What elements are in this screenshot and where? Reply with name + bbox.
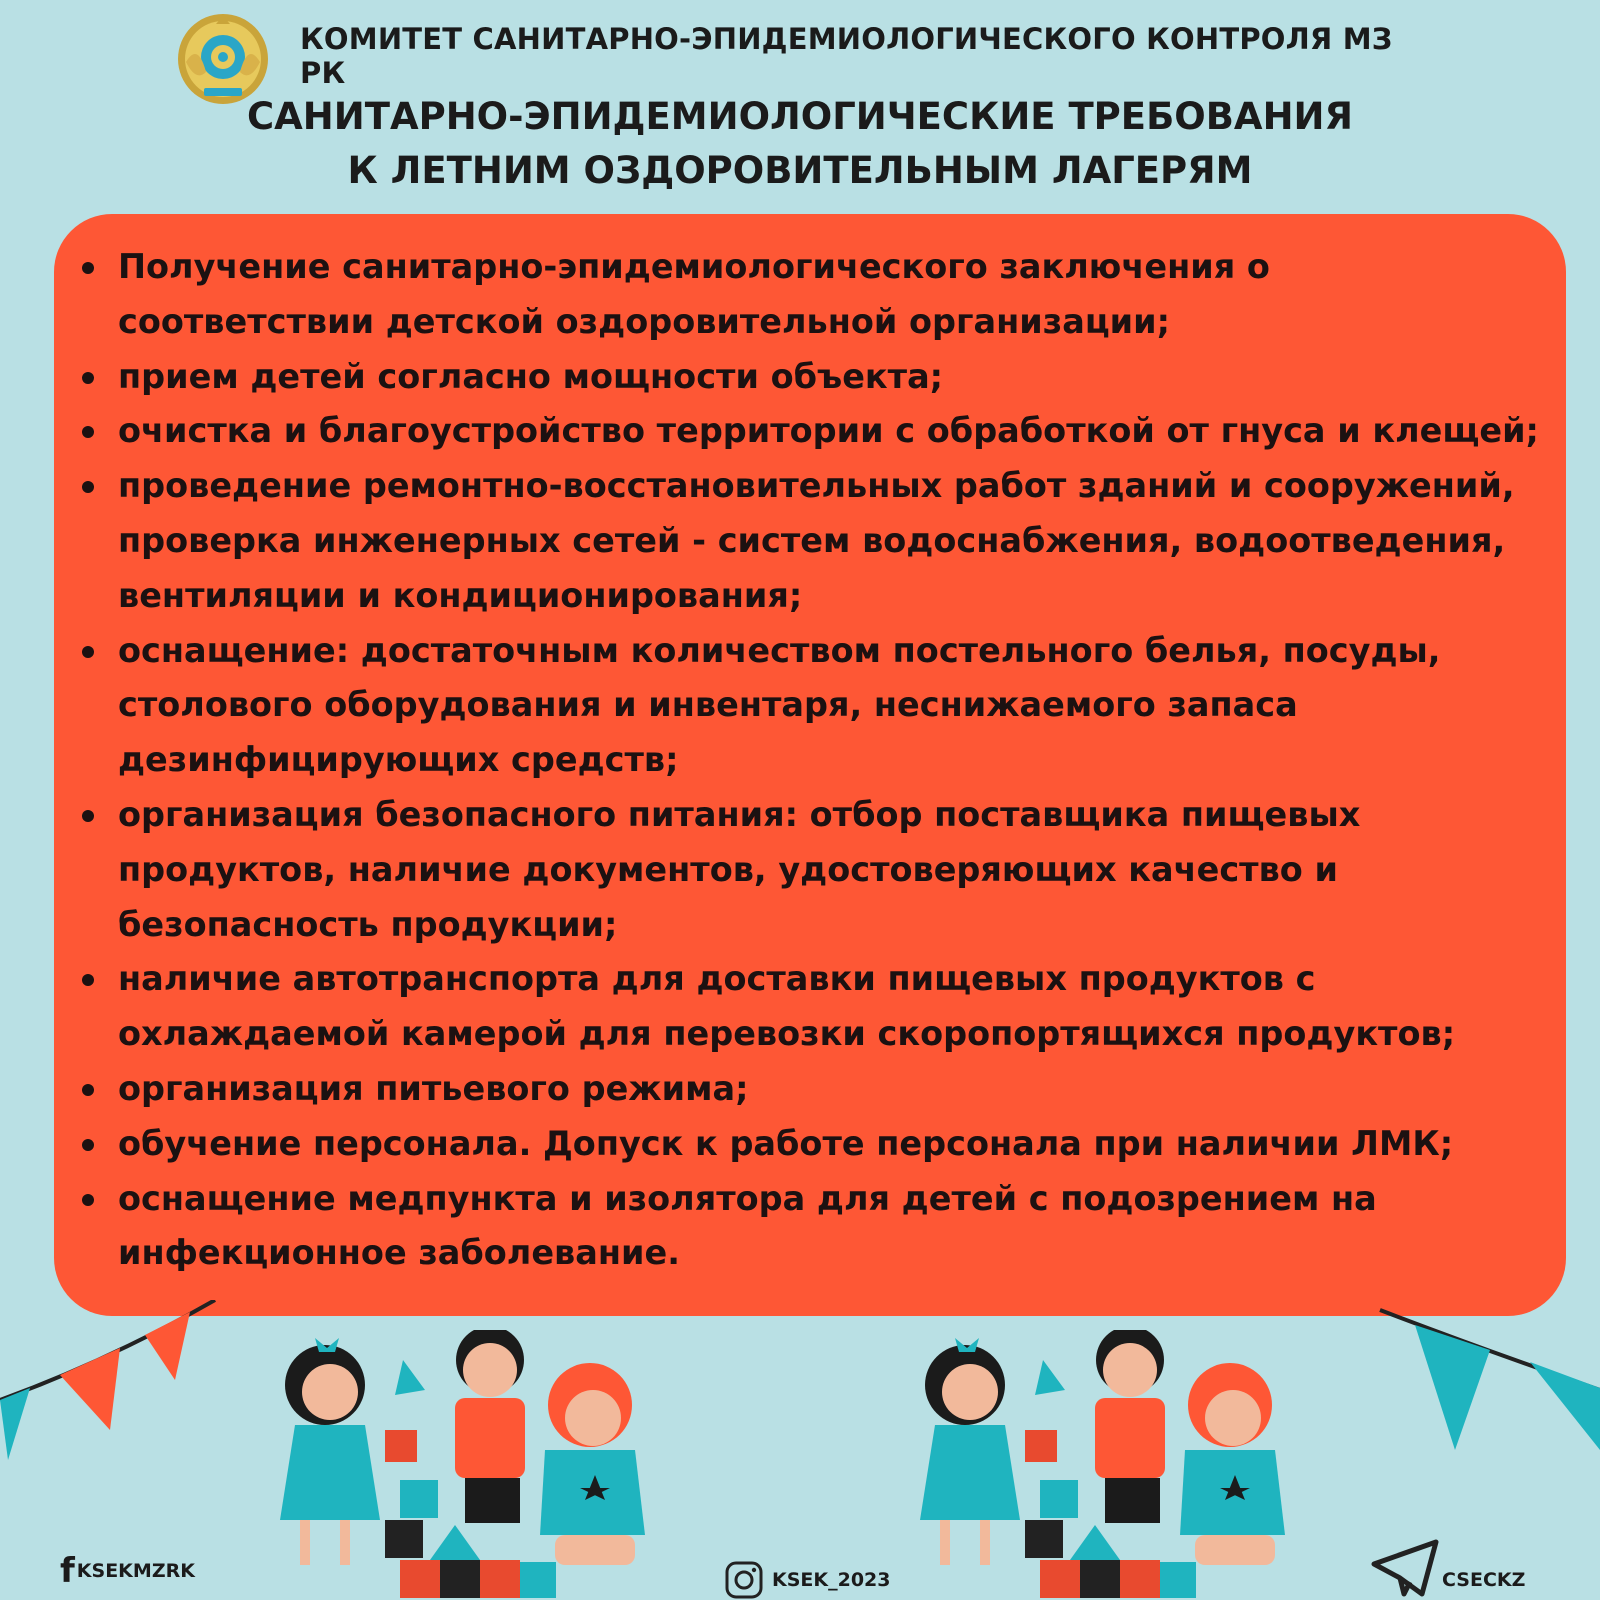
list-item (76, 1117, 1596, 1172)
organization-name: КОМИТЕТ САНИТАРНО-ЭПИДЕМИОЛОГИЧЕСКОГО КОНТРОЛЯ МЗ РК (300, 22, 1393, 90)
telegram-link[interactable] (1370, 1538, 1525, 1598)
title-line-2: К ЛЕТНИМ ОЗДОРОВИТЕЛЬНЫМ ЛАГЕРЯМ (347, 149, 1253, 192)
bullet-icon (82, 426, 94, 438)
instagram-handle: KSEK_2023 (772, 1569, 891, 1591)
facebook-icon: f (60, 1551, 75, 1591)
bullet-icon (82, 262, 94, 274)
bullet-icon (82, 646, 94, 658)
list-item-text: очистка и благоустройство территории с обработкой от гнуса и клещей; (118, 411, 1539, 451)
facebook-handle: KSEKMZRK (76, 1560, 195, 1582)
list-item (76, 240, 1596, 350)
telegram-icon (1370, 1538, 1440, 1598)
list-item-text: проведение ремонтно-восстановительных работ зданий и сооружений, проверка инженерных сетей - систем водоснабжения, водоотведения, вентиляции и кондиционирования; (118, 466, 1515, 615)
list-item-text: обучение персонала. Допуск к работе персонала при наличии ЛМК; (118, 1123, 1454, 1163)
list-item (76, 350, 1596, 405)
kids-playing-illustration-icon (895, 1330, 1315, 1600)
instagram-link[interactable] (724, 1560, 891, 1600)
list-item-text: прием детей согласно мощности объекта; (118, 356, 944, 396)
list-item (76, 404, 1596, 459)
list-item-text: оснащение: достаточным количеством постельного белья, посуды, столового оборудования и инвентаря, неснижаемого запаса дезинфицирующих средств; (118, 630, 1441, 780)
bullet-icon (82, 810, 94, 822)
bullet-icon (82, 1139, 94, 1151)
list-item (76, 788, 1596, 952)
telegram-handle: CSECKZ (1442, 1569, 1526, 1591)
list-item-text: наличие автотранспорта для доставки пищевых продуктов с охлаждаемой камерой для перевозки скоропортящихся продуктов; (118, 959, 1456, 1054)
bullet-icon (82, 1194, 94, 1206)
facebook-link[interactable] (60, 1551, 195, 1591)
list-item-text: организация питьевого режима; (118, 1068, 749, 1108)
right-bunting-icon (1375, 1300, 1600, 1500)
list-item (76, 624, 1596, 788)
list-item (76, 952, 1596, 1062)
bullet-icon (82, 1084, 94, 1096)
bullet-icon (82, 481, 94, 493)
requirements-list (76, 240, 1596, 1281)
title-line-1: САНИТАРНО-ЭПИДЕМИОЛОГИЧЕСКИЕ ТРЕБОВАНИЯ (246, 95, 1353, 138)
page-title (0, 90, 1600, 198)
list-item-text: оснащение медпункта и изолятора для детей с подозрением на инфекционное заболевание. (118, 1178, 1377, 1273)
kids-playing-illustration-icon (255, 1330, 675, 1600)
bullet-icon (82, 372, 94, 384)
list-item (76, 459, 1596, 623)
list-item (76, 1062, 1596, 1117)
list-item (76, 1172, 1596, 1282)
instagram-icon (724, 1560, 764, 1600)
bullet-icon (82, 974, 94, 986)
left-bunting-icon (0, 1300, 230, 1500)
list-item-text: организация безопасного питания: отбор поставщика пищевых продуктов, наличие документов, удостоверяющих качество и безопасность продукции; (118, 794, 1361, 944)
list-item-text: Получение санитарно-эпидемиологического заключения о соответствии детской оздоровительной организации; (118, 247, 1270, 341)
